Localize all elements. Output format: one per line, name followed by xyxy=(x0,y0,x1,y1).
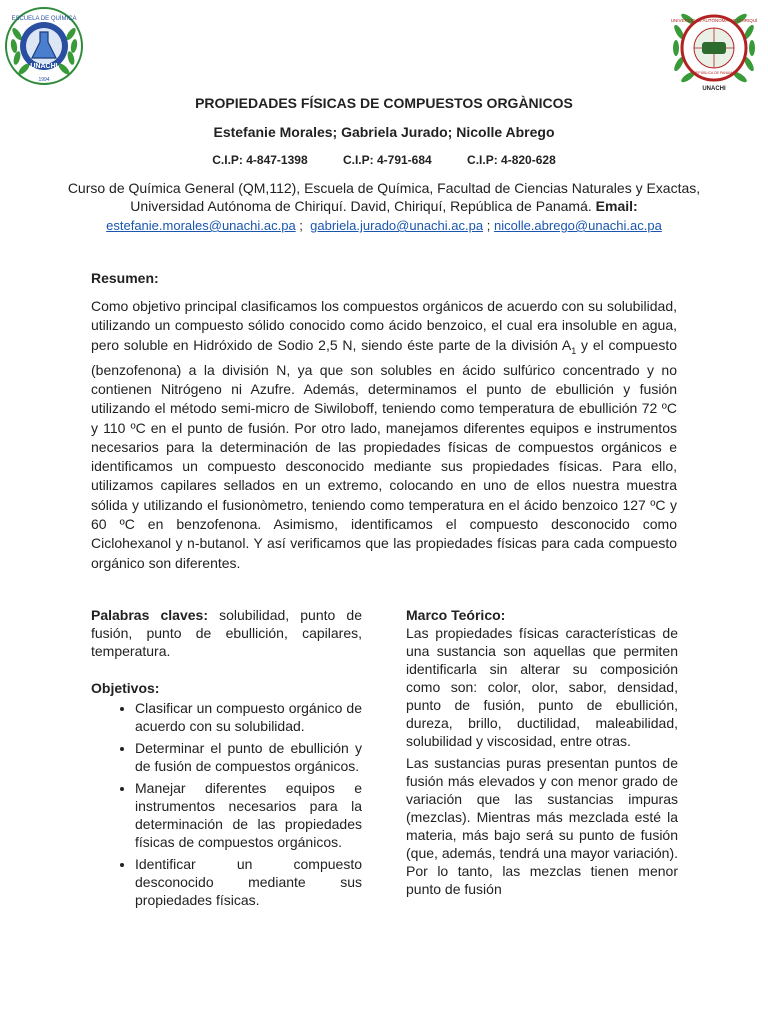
escuela-quimica-logo xyxy=(4,6,84,86)
affiliation xyxy=(0,179,768,215)
email-separator-2: ; xyxy=(486,218,491,233)
email-label: Email: xyxy=(595,198,638,214)
marco-heading: Marco Teórico: xyxy=(406,607,506,623)
list-item: • Manejar diferentes equipos e instrumentos necesarios para la determinación de las propiedades físicas de compuestos orgánicos. xyxy=(135,779,362,851)
palabras-heading: Palabras claves: xyxy=(91,607,208,623)
resumen-text-a: Como objetivo principal clasificamos los compuestos orgánicos de acuerdo con su solubilidad, utilizando un compuesto sólido conocido como ácido benzoico, el cual era insoluble en agua, pero soluble en Hidróxido de Sodio 2,5 N, siendo éste parte de la división A xyxy=(91,298,677,353)
list-item: • Determinar el punto de ebullición y de fusión de compuestos orgánicos. xyxy=(135,739,362,775)
email-link-1[interactable]: estefanie.morales@unachi.ac.pa xyxy=(106,218,296,233)
email-separator-1: ; xyxy=(299,218,303,233)
cip-line xyxy=(0,153,768,167)
logo-right-bottom-text: UNACHI xyxy=(702,86,726,92)
logo-right-inner-text: REPÚBLICA DE PANAMÁ xyxy=(693,71,735,75)
resumen-text-b: y el compuesto (benzofenona) a la división N, ya que son solubles en ácido sulfúrico concentrado y no contienen Nitrógeno ni Azufre. Además, determinamos el punto de ebullición y fusión utilizando el método semi-micro de Siwiloboff, teniendo como temperatura de ebullición 72 ºC y 110 ºC en el punto de fusión. Por otro lado, manejamos diferentes equipos e instrumentos necesarios para la determinación de las propiedades físicas de compuestos orgánicos e identificamos un compuesto desconocido mediante sus propiedades físicas. Para ello, utilizamos capilares sellados en un extremo, colocando en uno de ellos nuestra muestra sólida y utilizando el fusionòmetro, teniendo como temperatura en el ácido benzoico 127 ºC y 60 ºC en benzofenona. Asimismo, identificamos el compuesto desconocido como Ciclohexanol y n-butanol. Y así verificamos que las propiedades físicas para cada compuesto orgánico son diferentes. xyxy=(91,336,677,571)
affiliation-text: Curso de Química General (QM,112), Escuela de Química, Facultad de Ciencias Naturales y Exactas, Universidad Autónoma de Chiriquí. David, Chiriquí, República de Panamá. xyxy=(67,180,701,214)
logo-left-top-text: ESCUELA DE QUÍMICA xyxy=(11,16,77,22)
email-list xyxy=(0,218,768,233)
cip-2: C.I.P: 4-791-684 xyxy=(342,153,432,167)
authors: Estefanie Morales; Gabriela Jurado; Nicolle Abrego xyxy=(213,124,555,140)
email-link-2[interactable]: gabriela.jurado@unachi.ac.pa xyxy=(310,218,484,233)
logo-right-ring-text: UNIVERSIDAD AUTÓNOMA DE CHIRIQUÍ xyxy=(670,18,758,23)
email-link-3[interactable]: nicolle.abrego@unachi.ac.pa xyxy=(493,218,662,233)
marco-paragraph-2: Las sustancias puras presentan puntos de fusión más elevados y con menor grado de variación que las sustancias impuras (mezclas). Mientras más mezclada esté la materia, más bajo será su punto de fusión (que, además, tendrá una mayor variación). Por lo tanto, las mezclas tienen menor punto de fusión xyxy=(406,755,678,897)
objetivos-heading: Objetivos: xyxy=(91,680,160,696)
resumen-body xyxy=(91,297,677,573)
objetivos-list xyxy=(91,699,362,909)
unachi-logo xyxy=(668,2,760,94)
left-column xyxy=(91,606,362,913)
paper-title: PROPIEDADES FÍSICAS DE COMPUESTOS ORGÀNICOS xyxy=(195,95,573,111)
marco-paragraph-1: Las propiedades físicas características de una sustancia son aquellas que permiten identificarla sin alterar su composición como son: color, olor, sabor, densidad, punto de fusión, punto de ebullición, dureza, brillo, ductilidad, maleabilidad, solubilidad y viscosidad, entre otras. xyxy=(406,625,678,749)
right-column xyxy=(406,606,678,902)
resumen-heading: Resumen: xyxy=(91,270,159,286)
palabras-text: solubilidad, punto de fusión, punto de ebullición, capilares, temperatura. xyxy=(91,607,362,659)
logo-left-bottom-text: UNACHI xyxy=(30,63,58,70)
cip-3: C.I.P: 4-820-628 xyxy=(467,153,556,167)
logo-left-year: 1994 xyxy=(38,77,50,83)
resumen-subscript: 1 xyxy=(571,345,577,356)
list-item: • Clasificar un compuesto orgánico de acuerdo con su solubilidad. xyxy=(135,699,362,735)
cip-1: C.I.P: 4-847-1398 xyxy=(212,153,308,167)
palabras-claves xyxy=(91,606,362,660)
list-item: • Identificar un compuesto desconocido mediante sus propiedades físicas. xyxy=(135,855,362,909)
